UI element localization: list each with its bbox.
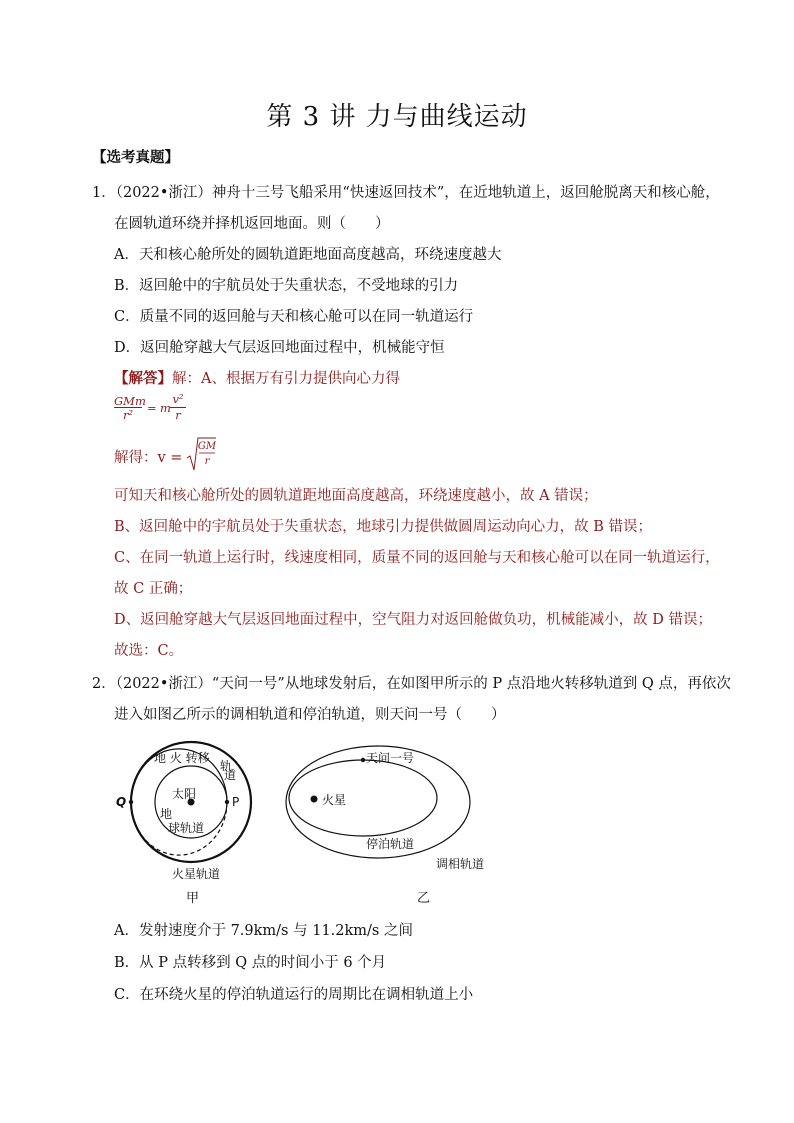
- transfer-label-3: 道: [224, 768, 237, 782]
- point-q: [129, 800, 133, 804]
- q1-explain-1: 可知天和核心舱所处的圆轨道距地面高度越高，环绕速度越小，故 A 错误；: [114, 488, 598, 504]
- sqrt-denominator: r: [204, 456, 210, 467]
- transfer-label-2: 轨: [220, 759, 233, 773]
- q1-explain-3: C、在同一轨道上运行时，线速度相同，质量不同的返回舱与天和核心舱可以在同一轨道运行，: [114, 550, 720, 566]
- formula-equals: =: [147, 401, 157, 415]
- page-title: 第 3 讲 力与曲线运动: [266, 102, 528, 132]
- q1-explain-5: D、返回舱穿越大气层返回地面过程中，空气阻力对返回舱做负功，机械能减小，故 D 错误；: [114, 612, 712, 628]
- sun-label: 太阳: [172, 787, 197, 801]
- section-heading: 【选考真题】: [92, 149, 179, 166]
- figure-b: [286, 746, 484, 906]
- formula-mass: m: [160, 401, 171, 415]
- q1-stem-line2: 在圆轨道环绕并择机返回地面。则（ ）: [114, 216, 390, 232]
- formula-rhs-numerator: v²: [172, 392, 184, 406]
- q2-option-c: C．在环绕火星的停泊轨道运行的周期比在调相轨道上小: [114, 987, 474, 1003]
- q1-answer-intro: [114, 369, 400, 389]
- formula-rhs-denominator: r: [175, 408, 181, 422]
- q1-explain-2: B、返回舱中的宇航员处于失重状态，地球引力提供做圆周运动向心力，故 B 错误；: [114, 519, 653, 535]
- probe-label: 天问一号: [366, 751, 415, 765]
- orbit-figures: [108, 736, 508, 908]
- q1-option-a: A．天和核心舱所处的圆轨道距地面高度越高，环绕速度越大: [114, 247, 502, 263]
- formula-lhs-denominator: r²: [122, 408, 134, 422]
- q2-stem-line2: 进入如图乙所示的调相轨道和停泊轨道，则天问一号（ ）: [114, 707, 506, 723]
- earth-orbit-label-2: 球轨道: [168, 821, 205, 835]
- probe-dot: [361, 758, 365, 762]
- phasing-orbit-label: 调相轨道: [436, 857, 485, 871]
- sqrt-numerator: GM: [197, 441, 216, 452]
- p-label: P: [232, 795, 240, 809]
- earth-orbit-label-1: 地: [160, 807, 173, 821]
- q1-option-c: C．质量不同的返回舱与天和核心舱可以在同一轨道运行: [114, 309, 474, 325]
- mars-label: 火星: [322, 793, 347, 807]
- q1-option-d: D．返回舱穿越大气层返回地面过程中，机械能守恒: [114, 340, 445, 356]
- transfer-label-1: 地 火 转移: [154, 751, 210, 765]
- figure-b-caption: 乙: [417, 891, 431, 906]
- figure-a: [116, 742, 251, 906]
- sqrt-expression: [186, 436, 216, 472]
- point-p: [225, 800, 229, 804]
- q1-explain-6: 故选：C。: [114, 643, 184, 659]
- q2-option-b: B．从 P 点转移到 Q 点的时间小于 6 个月: [114, 955, 387, 971]
- q-label: Q: [116, 795, 127, 809]
- parking-orbit-label: 停泊轨道: [366, 837, 415, 851]
- q1-explain-4: 故 C 正确；: [114, 581, 193, 597]
- mars-orbit-label: 火星轨道: [172, 867, 221, 881]
- figure-a-caption: 甲: [186, 891, 200, 906]
- q1-option-b: B．返回舱中的宇航员处于失重状态，不受地球的引力: [114, 278, 459, 294]
- q2-option-a: A．发射速度介于 7.9km/s 与 11.2km/s 之间: [114, 923, 413, 939]
- mars-dot: [311, 796, 318, 803]
- q2-stem-line1: 2．（2022•浙江）“天问一号”从地球发射后，在如图甲所示的 P 点沿地火转移轨道到 Q 点，再依次: [92, 676, 731, 692]
- formula-lhs-numerator: GMm: [114, 394, 146, 408]
- solve-label: 解得：v =: [114, 450, 183, 466]
- q1-stem-line1: 1．（2022•浙江）神舟十三号飞船采用“快速返回技术”，在近地轨道上，返回舱脱离天和核心舱，: [92, 185, 720, 201]
- answer-intro-text: 解：A、根据万有引力提供向心力得: [172, 371, 400, 387]
- answer-tag: 【解答】: [114, 370, 172, 387]
